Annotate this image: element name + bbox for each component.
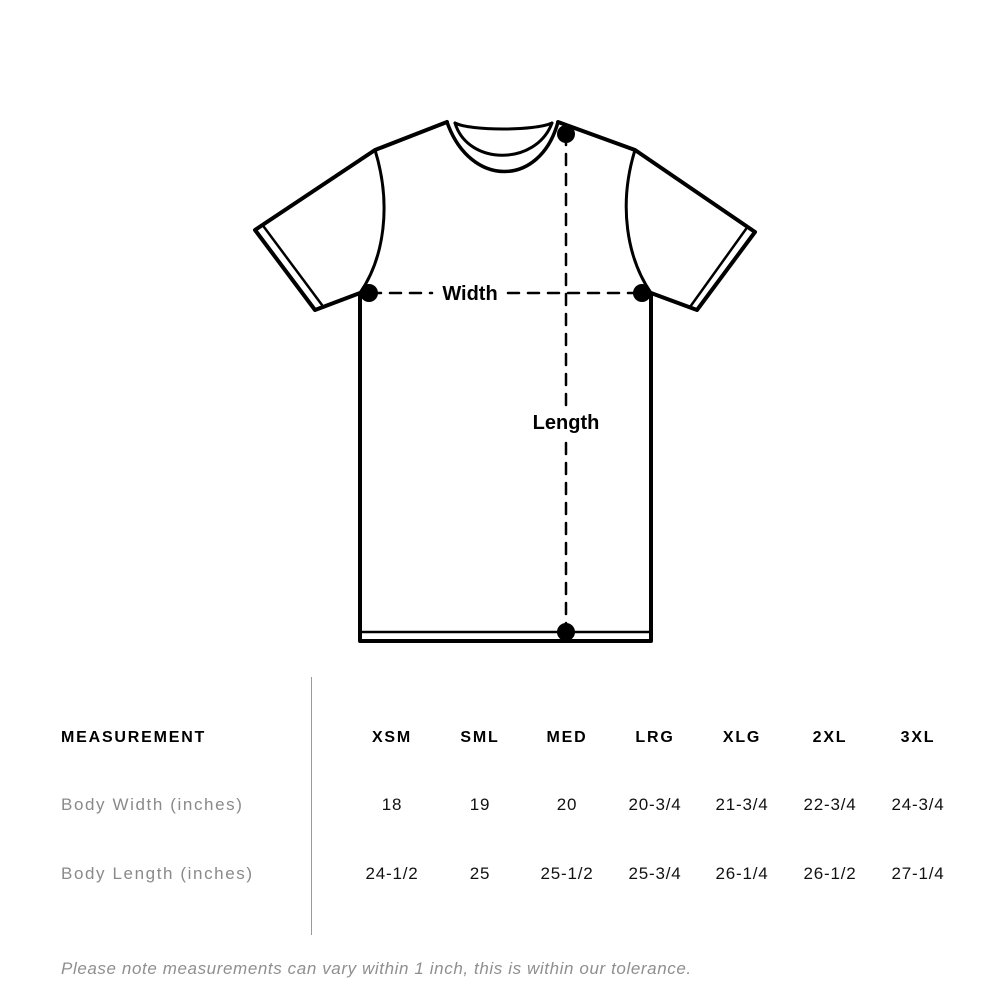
measurement-header: MEASUREMENT: [61, 729, 207, 746]
body-length-2xl: 26-1/2: [803, 864, 857, 883]
body-width-med: 20: [556, 795, 578, 814]
body-length-xlg: 26-1/4: [715, 864, 769, 883]
length-bottom-point: [557, 623, 575, 641]
right-sleeve-hem: [690, 229, 746, 307]
size-header-lrg: LRG: [635, 729, 675, 746]
body-length-sml: 25: [469, 864, 491, 883]
body-length-med: 25-1/2: [540, 864, 594, 883]
body-length-3xl: 27-1/4: [891, 864, 945, 883]
left-sleeve-seam: [360, 150, 384, 293]
body-width-2xl: 22-3/4: [803, 795, 857, 814]
width-right-point: [633, 284, 651, 302]
tolerance-note: Please note measurements can vary within 1 inch, this is within our tolerance.: [61, 959, 692, 978]
size-header-xlg: XLG: [722, 729, 762, 746]
right-sleeve-seam: [626, 150, 651, 293]
row-label-body-length: Body Length (inches): [61, 864, 254, 883]
length-label: Length: [532, 412, 600, 434]
left-sleeve-hem: [264, 227, 322, 305]
body-width-3xl: 24-3/4: [891, 795, 945, 814]
size-header-2xl: 2XL: [812, 729, 848, 746]
body-width-sml: 19: [469, 795, 491, 814]
size-header-med: MED: [546, 729, 588, 746]
size-header-3xl: 3XL: [900, 729, 936, 746]
body-width-xsm: 18: [381, 795, 403, 814]
body-width-xlg: 21-3/4: [715, 795, 769, 814]
size-header-sml: SML: [460, 729, 500, 746]
width-left-point: [360, 284, 378, 302]
tshirt-outline: [255, 122, 755, 641]
body-length-xsm: 24-1/2: [365, 864, 419, 883]
table-divider: [311, 677, 312, 935]
width-label: Width: [442, 283, 498, 305]
body-length-lrg: 25-3/4: [628, 864, 682, 883]
neckline-inner: [455, 123, 552, 129]
length-top-point: [557, 125, 575, 143]
body-width-lrg: 20-3/4: [628, 795, 682, 814]
row-label-body-width: Body Width (inches): [61, 795, 244, 814]
size-header-xsm: XSM: [371, 729, 413, 746]
